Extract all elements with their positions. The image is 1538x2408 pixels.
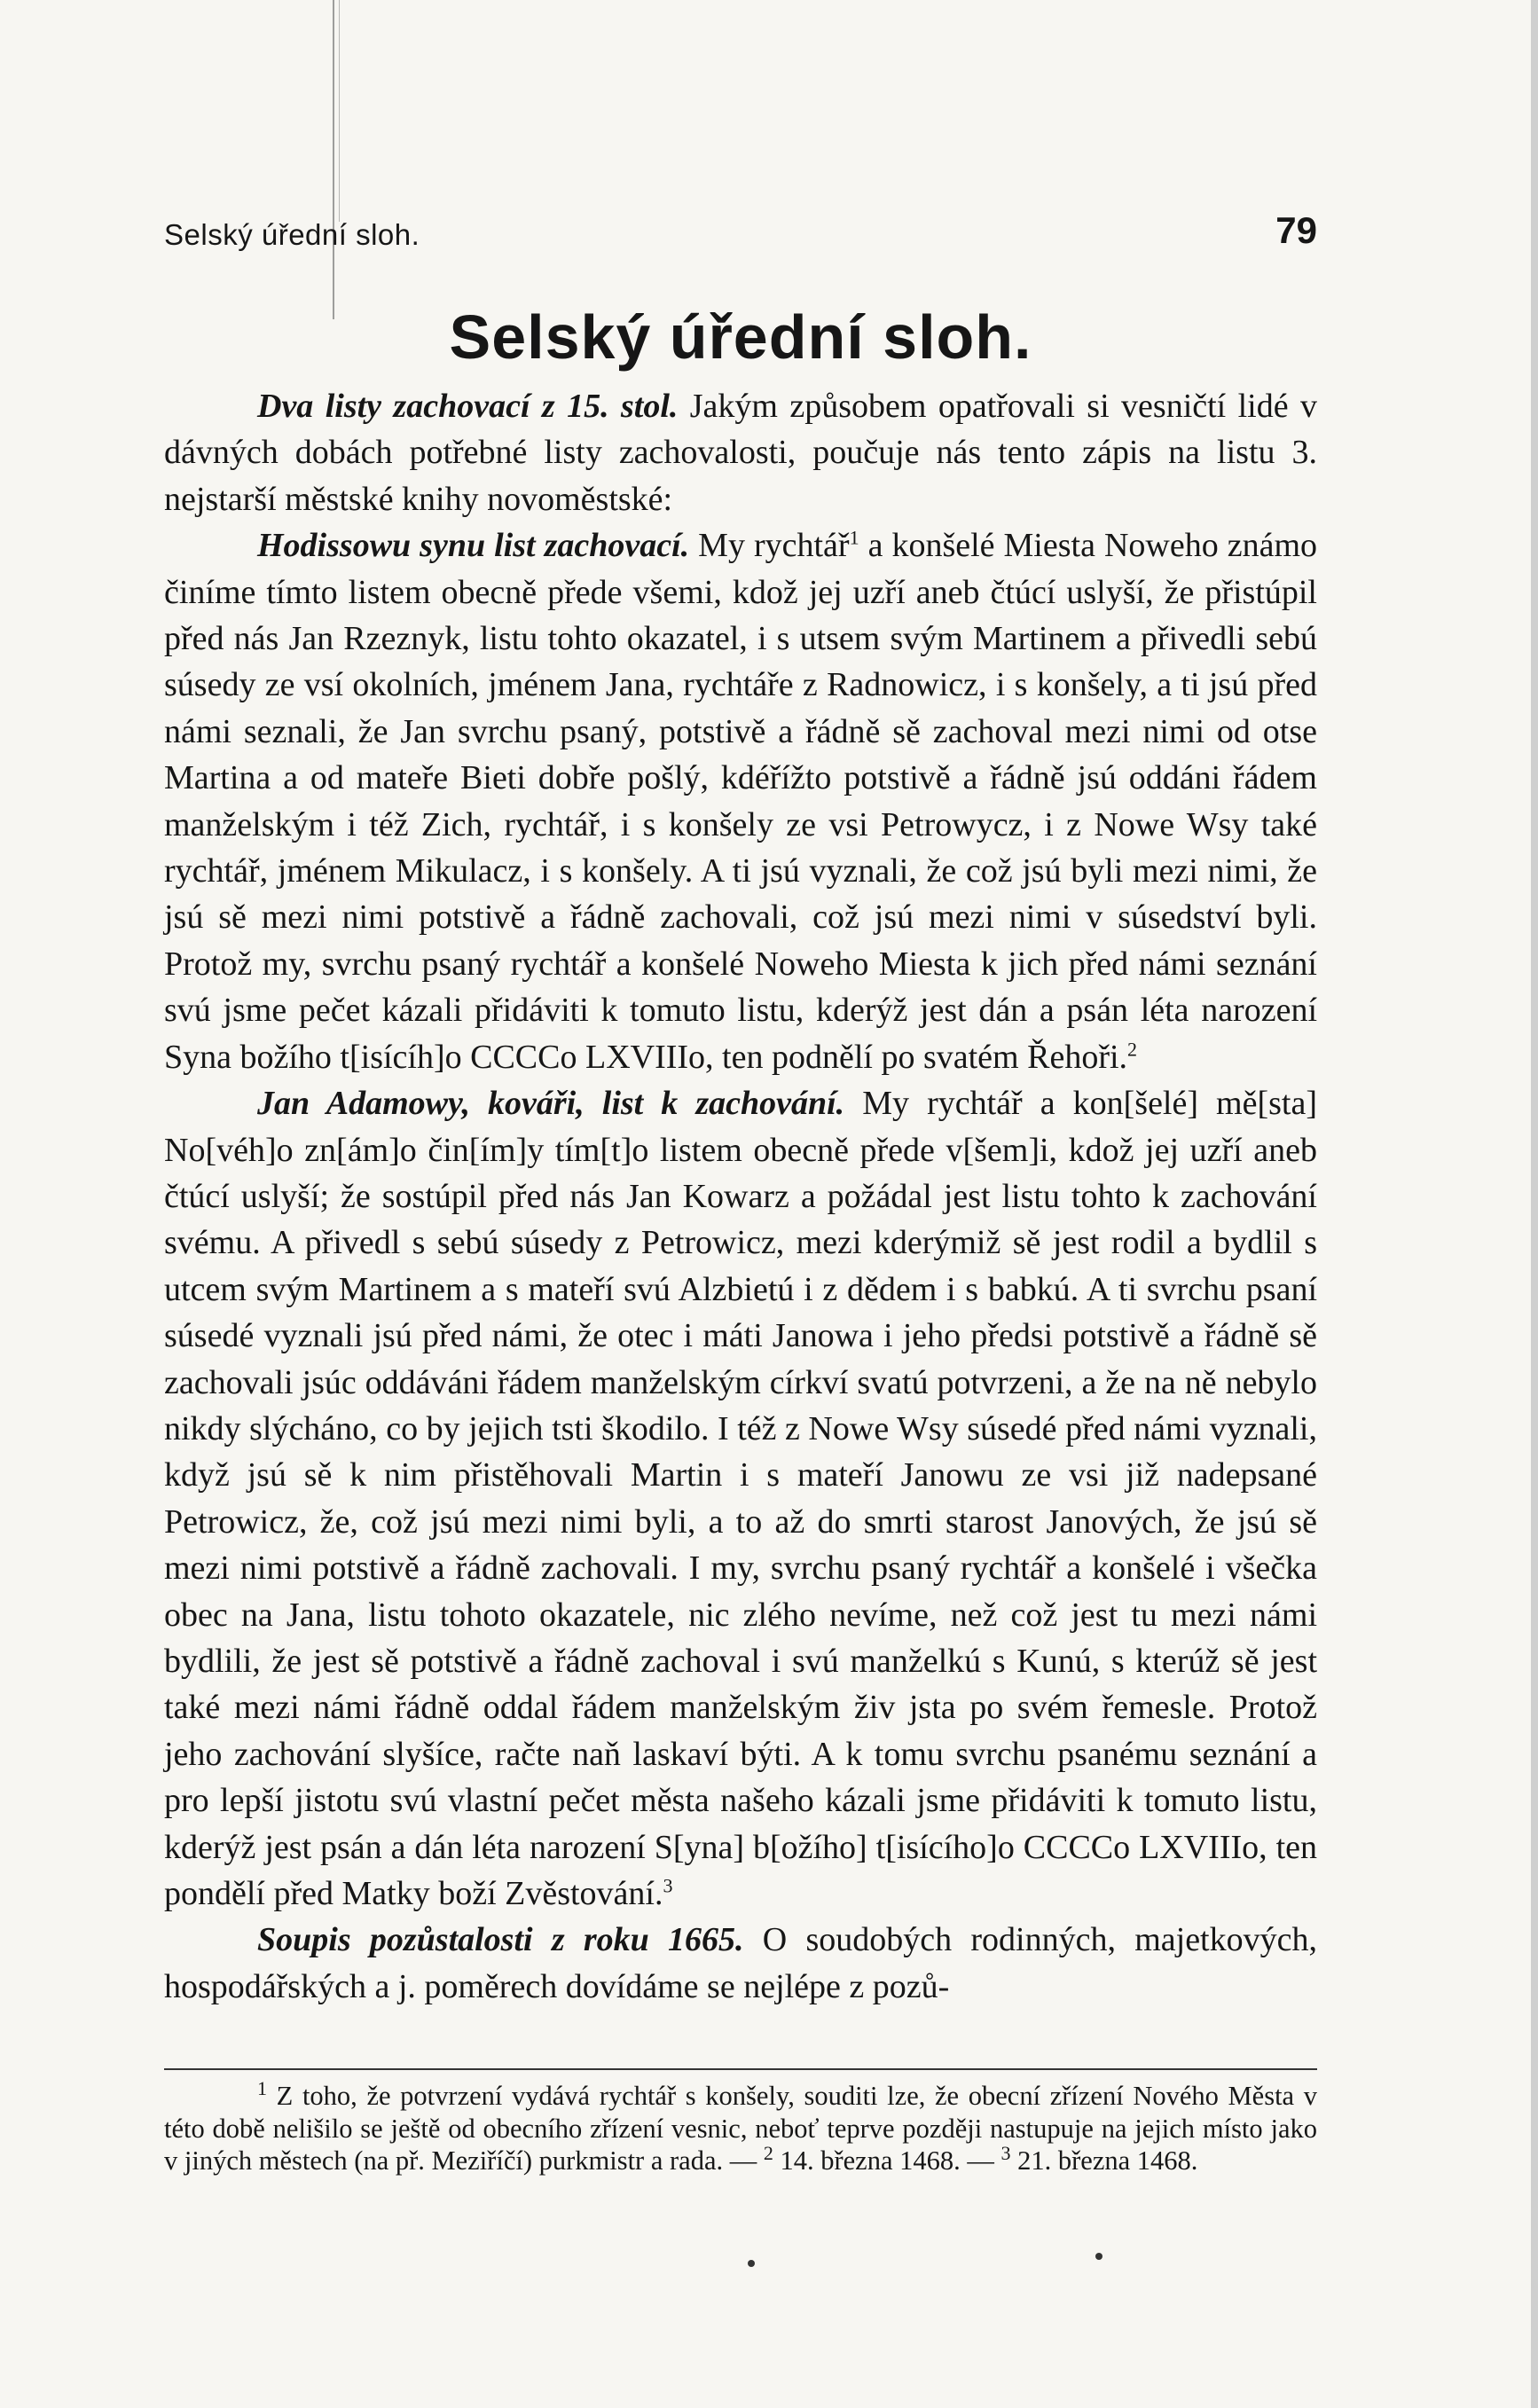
- footnote-ref[interactable]: 2: [1127, 1038, 1138, 1061]
- scan-speck: [748, 2260, 755, 2267]
- footnote: [164, 2076, 1317, 2177]
- paragraph-text: My rychtář a kon[šelé] mě[sta] No[véh]o zn[ám]o čin[ím]y tím[t]o listem obecně přede v[šem]i, kdož jej uzří aneb čtúcí uslyší; že sostúpil před nás Jan Kowarz a požádal jest listu tohto k zachování svému. A přivedl s sebú súsedy z Petrowicz, mezi kderýmiž sě jest rodil a bydlil s utcem svým Martinem a s mateří svú Alzbietú i z dědem i s babkú. A ti svrchu psaní súsedé vyznali jsú před námi, že otec i máti Janowa i jeho předsi potstivě a řádně sě zachovali jsúc oddáváni řádem manželským církví svatú potvrzeni, a že na ně nebylo nikdy slýcháno, co by jejich tsti škodilo. I též z Nowe Wsy súsedé před námi vyznali, když jsú sě k nim přistěhovali Martin i s mateří Janowu ze vsi již nadepsané Petrowicz, že, což jsú mezi nimi byli, a to až do smrti starost Janových, že jsú sě mezi nimi potstivě a řádně zachovali. I my, svrchu psaný rychtář a konšelé i všečka obec na Jana, listu tohoto okazatele, nic zlého nevíme, než což jest tu mezi námi bydlili, že jest sě potstivě a řádně zachoval i svú manželkú s Kunú, s kterúž sě jest také mezi námi řádně oddal řádem manželským živ jsta po svém řemesle. Protož jeho zachování slyšíce, račte naň laskaví býti. A k tomu svrchu psanému seznání a pro lepší jistotu svú vlastní pečet města našeho kázali jsme přidáviti k tomuto listu, kderýž jest psán a dán léta narození S[yna] b[ožího] t[isícího]o CCCCo LXVIIIo, ten pondělí před Matky boží Zvěstování.: [164, 1085, 1317, 1912]
- scan-speck: [1095, 2253, 1102, 2260]
- footnote-mark: 1: [257, 2076, 267, 2099]
- footnote-text: Z toho, že potvrzení vydává rychtář s konšely, souditi lze, že obecní zřízení Nového Města v této době nelišilo se ještě od obecního zřízení vesnic, neboť teprve později nastupuje na jejich místo jako v jiných městech (na př. Meziříčí) purkmistr a rada. —: [164, 2081, 1317, 2176]
- running-head: Selský úřední sloh.: [164, 218, 420, 251]
- page-edge: [1531, 0, 1538, 2408]
- section-lead: Hodissowu synu list zachovací.: [257, 527, 690, 565]
- footnote-ref[interactable]: 1: [849, 526, 859, 549]
- paragraph: [164, 383, 1317, 522]
- scan-artifact-line: [339, 0, 340, 222]
- paragraph-text: O soudobých rodinných, majetkových, hospodářských a j. poměrech dovídáme se nejlépe z pozů-: [164, 1921, 1317, 2005]
- section-lead: Dva listy zachovací z 15. stol.: [257, 388, 679, 425]
- paragraph-text: a konšelé Miesta Noweho známo činíme tímto listem obecně přede všemi, kdož jej uzří aneb čtúcí uslyší, že přistúpil před nás Jan Rzeznyk, listu tohto okazatel, i s utsem svým Martinem a přivedli sebú súsedy ze vsí okolních, jménem Jana, rychtáře z Radnowicz, i s konšely, a ti jsú před námi seznali, že Jan svrchu psaný, potstivě a řádně sě zachoval mezi nimi od otse Martina a od mateře Bieti dobře pošlý, kdéřížto potstivě a řádně jsú oddáni řádem manželským i též Zich, rychtář, i s konšely ze vsi Petrowycz, i z Nowe Wsy také rychtář, jménem Mikulacz, i s konšely. A ti jsú vyznali, že což jsú byli mezi nimi, že jsú sě mezi nimi potstivě a řádně zachovali, což jsú mezi nimi v súsedství byli. Protož my, svrchu psaný rychtář a konšelé Noweho Miesta k jich před námi seznání svú jsme pečet kázali přidáviti k tomuto listu, kderýž jest dán a psán léta narození Syna božího t[isícíh]o CCCCo LXVIIIo, ten podnělí po svatém Řehoři.: [164, 527, 1317, 1076]
- paragraph: [164, 1917, 1317, 2010]
- footnote-text: 21. března 1468.: [1010, 2145, 1198, 2176]
- footnote-text: 14. března 1468. —: [773, 2145, 1001, 2176]
- section-lead: Soupis pozůstalosti z roku 1665.: [257, 1921, 744, 1959]
- footnotes: [164, 2076, 1317, 2177]
- footnote-ref[interactable]: 3: [663, 1874, 673, 1897]
- paragraph: [164, 1080, 1317, 1917]
- footnote-mark: 2: [763, 2141, 773, 2164]
- footnote-mark: 3: [1000, 2141, 1011, 2164]
- paragraph-text: Jakým způsobem opatřovali si vesničtí lidé v dávných dobách potřebné listy zachovalosti, poučuje nás tento zápis na listu 3. nejstarší městské knihy novoměstské:: [164, 388, 1317, 518]
- page-number: 79: [1275, 209, 1317, 251]
- paragraph: [164, 522, 1317, 1080]
- scan-artifact-line: [333, 0, 334, 319]
- section-lead: Jan Adamowy, kováři, list k zachování.: [257, 1085, 845, 1123]
- footnote-divider: [164, 2068, 1317, 2070]
- paragraph-text: My rychtář: [689, 527, 850, 565]
- page-header: [164, 209, 1317, 263]
- article-title: Selský úřední sloh.: [449, 302, 1032, 372]
- article-body: [164, 383, 1317, 2010]
